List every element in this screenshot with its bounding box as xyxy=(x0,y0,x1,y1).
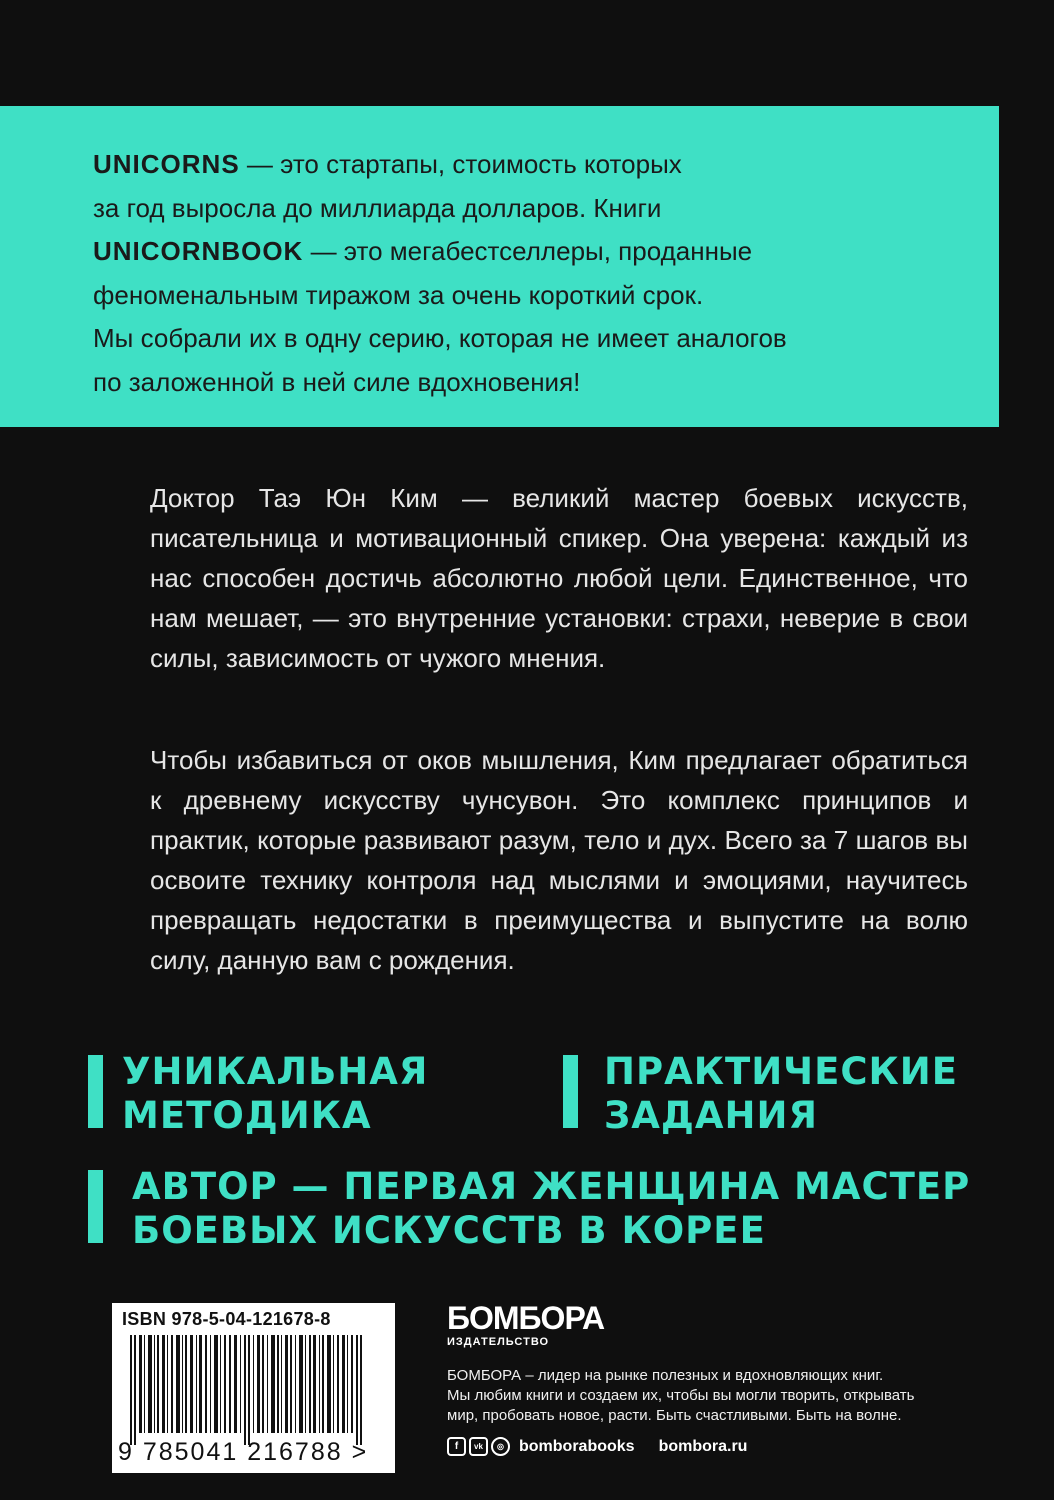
feature-3-accent-bar xyxy=(88,1170,103,1243)
feature-practical-tasks: ПРАКТИЧЕСКИЕ ЗАДАНИЯ xyxy=(604,1050,958,1137)
publisher-name: БОМБОРА xyxy=(447,1300,605,1336)
unicornbook-term: UNICORNBOOK xyxy=(93,236,304,266)
feature-author: АВТОР — ПЕРВАЯ ЖЕНЩИНА МАСТЕР БОЕВЫХ ИСКУССТВ В КОРЕЕ xyxy=(132,1165,971,1252)
series-line-4: феноменальным тиражом за очень короткий срок. xyxy=(93,279,704,310)
series-line-5: Мы собрали их в одну серию, которая не имеет аналогов xyxy=(93,323,787,353)
isbn-label: ISBN 978-5-04-121678-8 xyxy=(122,1309,331,1329)
description-paragraph-2: Чтобы избавиться от оков мышления, Ким предлагает обратиться к древнему искусству чунсувон. Это комплекс принципов и практик, которые развивают разум, тело и дух. Всего за 7 шагов вы освоите технику контроля над мыслями и эмоциями, научитесь превращать недостатки в преимущества и выпустите на волю силу, данную вам с рождения. xyxy=(150,745,968,975)
feature-1-accent-bar xyxy=(88,1055,103,1128)
website-link[interactable]: bombora.ru xyxy=(658,1437,748,1455)
series-line-6: по заложенной в ней силе вдохновения! xyxy=(93,366,581,397)
feature-2-accent-bar xyxy=(563,1055,578,1128)
facebook-icon[interactable]: f xyxy=(447,1437,466,1456)
description-paragraph-1: Доктор Таэ Юн Ким — великий мастер боевых искусств, писательница и мотивационный спикер. Она уверена: каждый из нас способен достичь абсолютно любой цели. Единственное, что нам мешает, — это внутренние установки: страхи, неверие в свои силы, зависимость от чужого мнения. xyxy=(150,483,968,673)
series-line-3: UNICORNBOOK — это мегабестселлеры, проданные xyxy=(93,236,753,266)
vk-icon[interactable]: vk xyxy=(469,1437,488,1456)
series-line-1: UNICORNS — это стартапы, стоимость которых xyxy=(93,149,682,179)
series-description xyxy=(93,143,893,404)
series-line-2: за год выросла до миллиарда долларов. Книги xyxy=(93,192,662,223)
unicorns-term: UNICORNS xyxy=(93,149,240,179)
barcode-bars xyxy=(126,1335,381,1445)
publisher-social xyxy=(447,1437,747,1456)
social-handle[interactable]: bomborabooks xyxy=(519,1437,635,1455)
publisher-description: БОМБОРА – лидер на рынке полезных и вдохновляющих книг. Мы любим книги и создаем их, чтобы вы могли творить, открывать мир, пробовать новое, расти. Быть счастливыми. Быть на волне. xyxy=(447,1367,915,1424)
barcode xyxy=(112,1303,395,1473)
barcode-digits: 9 785041 216788 > xyxy=(118,1438,369,1466)
feature-unique-method: УНИКАЛЬНАЯ МЕТОДИКА xyxy=(122,1050,429,1137)
instagram-icon[interactable]: ◎ xyxy=(491,1437,510,1456)
publisher-logo xyxy=(447,1301,604,1349)
publisher-subtitle: ИЗДАТЕЛЬСТВО xyxy=(447,1336,550,1348)
